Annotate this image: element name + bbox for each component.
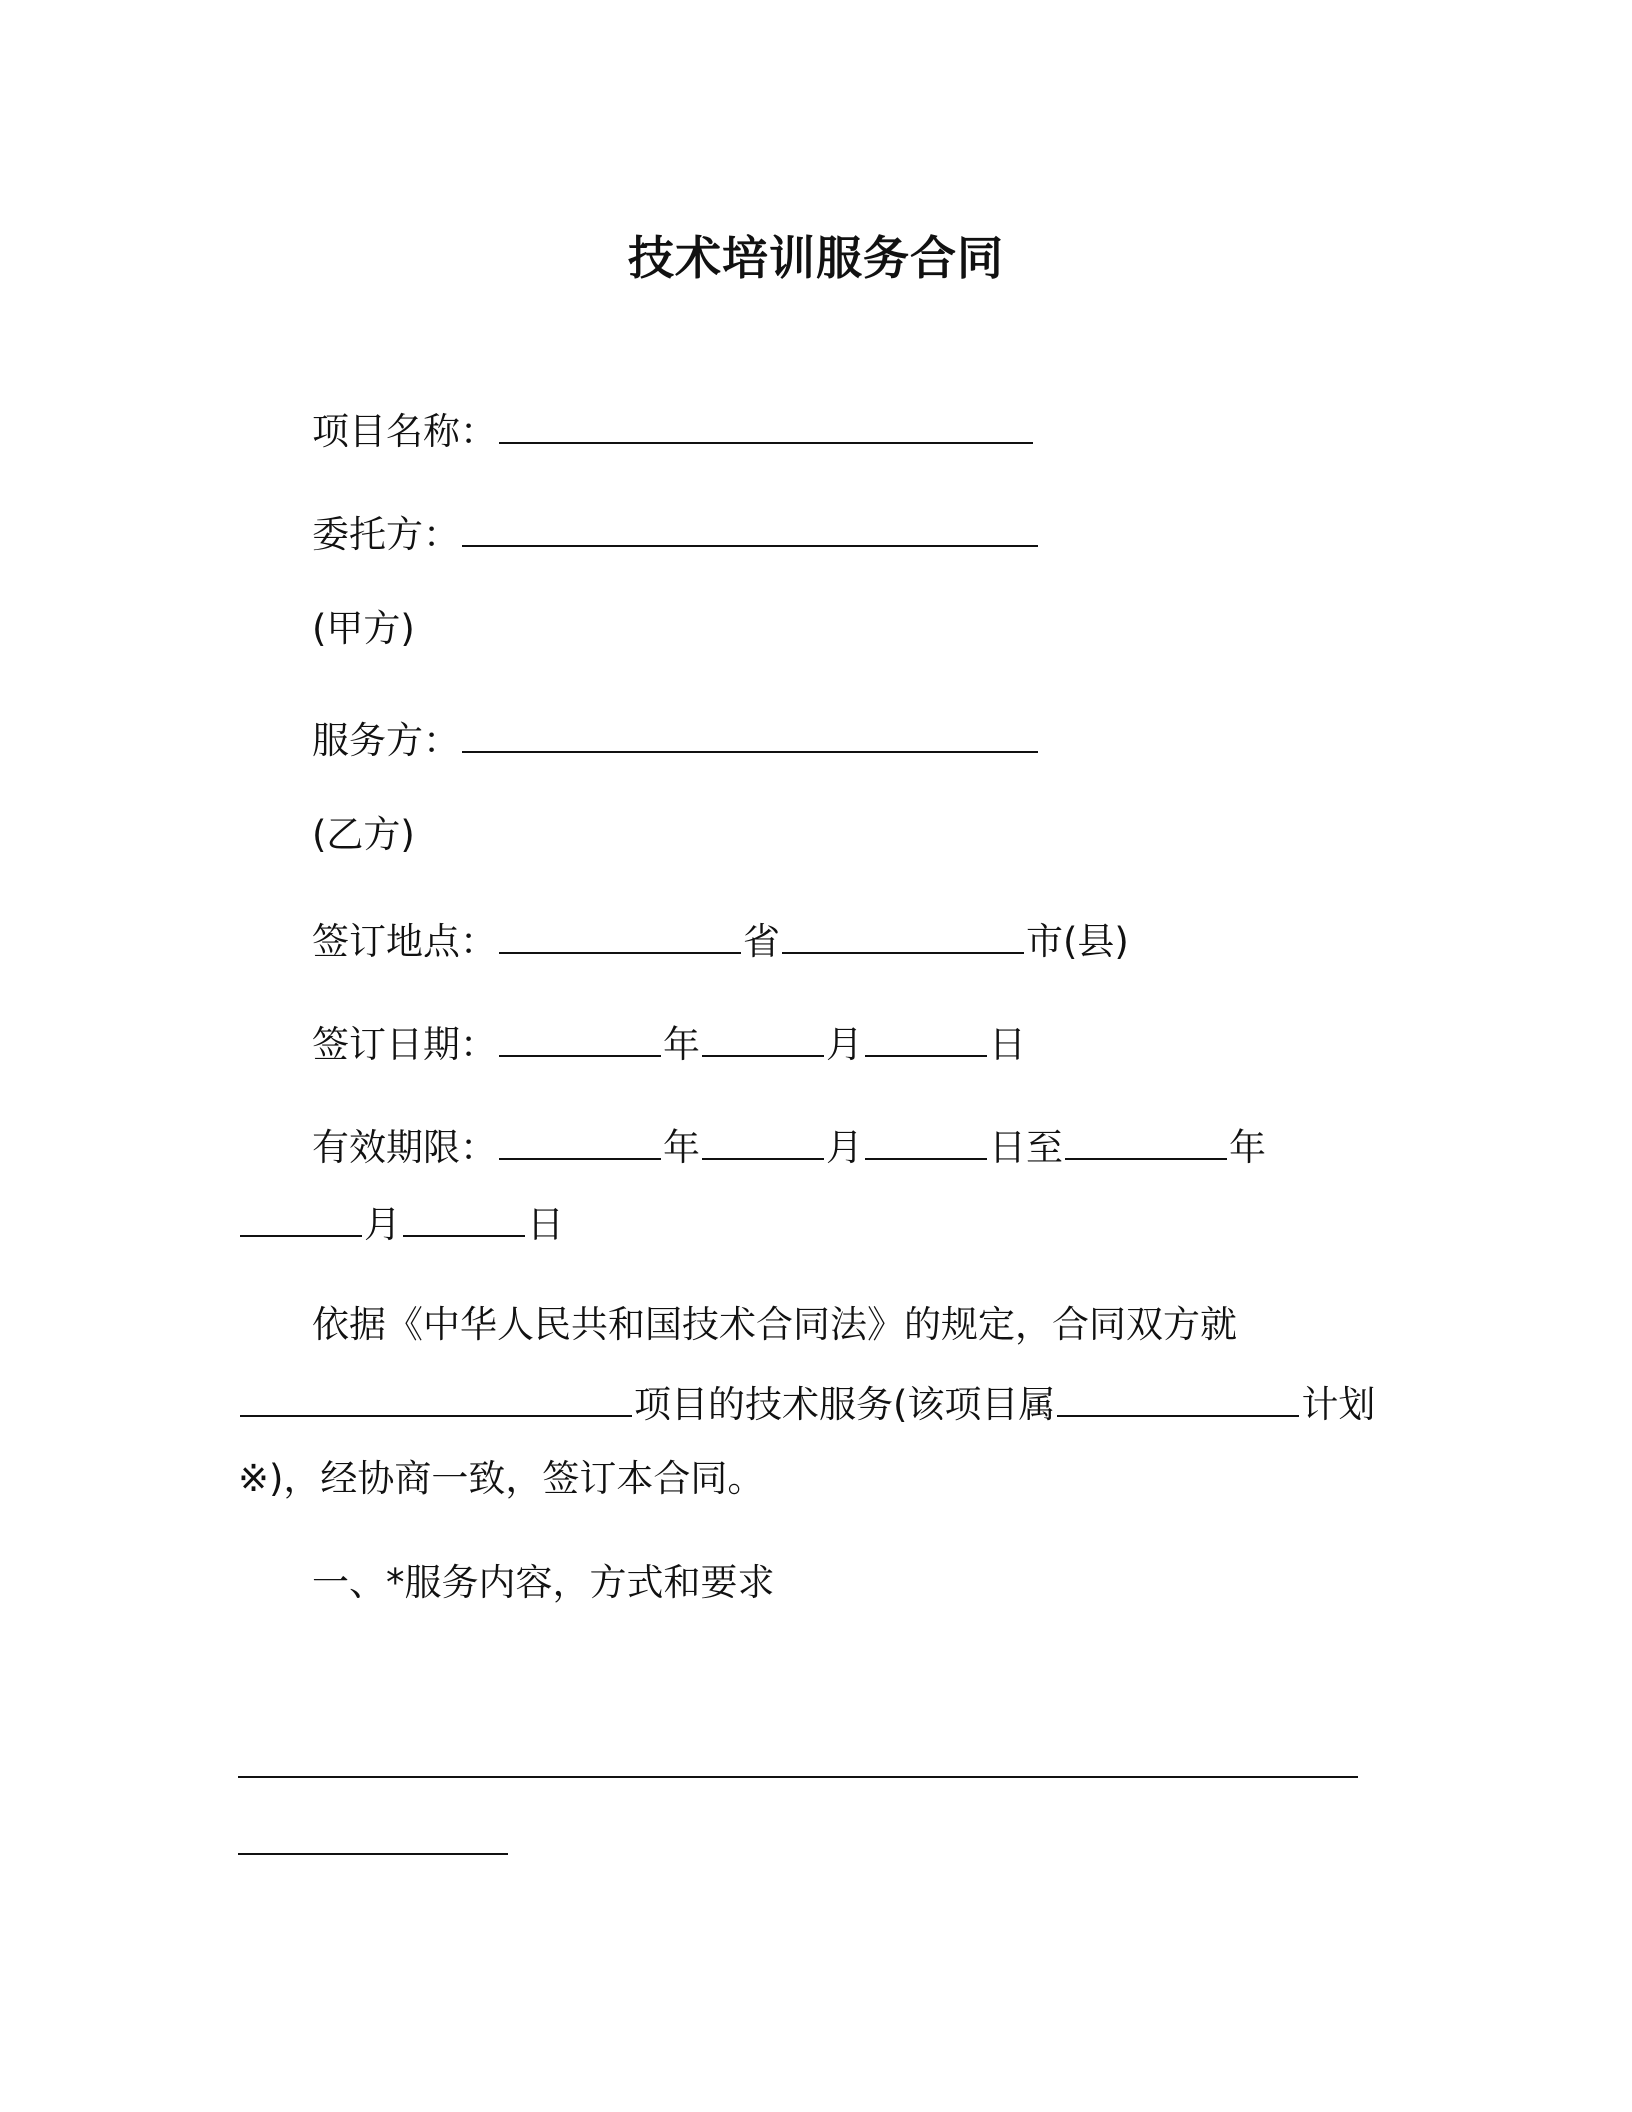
content-blank-1[interactable] bbox=[238, 1738, 1358, 1778]
client-label: 委托方： bbox=[312, 513, 460, 556]
year-label: 年 bbox=[1229, 1126, 1266, 1169]
client-line bbox=[312, 507, 1040, 560]
para1-line1: 依据《中华人民共和国技术合同法》的规定，合同双方就 bbox=[312, 1303, 1237, 1346]
province-label: 省 bbox=[743, 920, 780, 963]
para1-line3: ※)，经协商一致，签订本合同。 bbox=[238, 1457, 765, 1500]
day-to-label: 日至 bbox=[989, 1126, 1063, 1169]
sign-month-blank[interactable] bbox=[702, 1017, 824, 1057]
start-month-blank[interactable] bbox=[702, 1120, 824, 1160]
provider-line bbox=[312, 713, 1040, 766]
client-blank[interactable] bbox=[462, 507, 1038, 547]
project-blank[interactable] bbox=[240, 1377, 632, 1417]
city-label: 市(县) bbox=[1026, 920, 1129, 963]
para1-plan: 计划 bbox=[1301, 1383, 1376, 1426]
para1-line2 bbox=[238, 1377, 1375, 1430]
sign-date-label: 签订日期： bbox=[312, 1023, 497, 1066]
document-title: 技术培训服务合同 bbox=[628, 231, 1004, 285]
party-b-note: (乙方) bbox=[312, 813, 415, 856]
project-name-line bbox=[312, 404, 1035, 457]
validity-line bbox=[312, 1120, 1266, 1173]
sign-place-line bbox=[312, 914, 1129, 967]
sign-place-label: 签订地点： bbox=[312, 920, 497, 963]
sign-year-blank[interactable] bbox=[499, 1017, 661, 1057]
start-day-blank[interactable] bbox=[865, 1120, 987, 1160]
day-label: 日 bbox=[989, 1023, 1026, 1066]
day-label: 日 bbox=[527, 1203, 564, 1246]
city-blank[interactable] bbox=[782, 914, 1024, 954]
month-label: 月 bbox=[826, 1126, 863, 1169]
content-blank-2[interactable] bbox=[238, 1815, 508, 1855]
sign-day-blank[interactable] bbox=[865, 1017, 987, 1057]
party-a-note: (甲方) bbox=[312, 607, 415, 650]
province-blank[interactable] bbox=[499, 914, 741, 954]
provider-blank[interactable] bbox=[462, 713, 1038, 753]
end-year-blank[interactable] bbox=[1065, 1120, 1227, 1160]
end-month-blank[interactable] bbox=[240, 1197, 362, 1237]
sign-date-line bbox=[312, 1017, 1026, 1070]
validity-label: 有效期限： bbox=[312, 1126, 497, 1169]
plan-blank[interactable] bbox=[1057, 1377, 1299, 1417]
end-day-blank[interactable] bbox=[403, 1197, 525, 1237]
content-blank-line-1 bbox=[238, 1738, 1358, 1791]
month-label: 月 bbox=[364, 1203, 401, 1246]
para1-mid: 项目的技术服务(该项目属 bbox=[634, 1383, 1056, 1426]
project-name-label: 项目名称： bbox=[312, 410, 497, 453]
project-name-blank[interactable] bbox=[499, 404, 1033, 444]
month-label: 月 bbox=[826, 1023, 863, 1066]
year-label: 年 bbox=[663, 1126, 700, 1169]
start-year-blank[interactable] bbox=[499, 1120, 661, 1160]
year-label: 年 bbox=[663, 1023, 700, 1066]
content-blank-line-2 bbox=[238, 1815, 508, 1868]
provider-label: 服务方： bbox=[312, 719, 460, 762]
section-1-heading: 一、*服务内容，方式和要求 bbox=[312, 1561, 775, 1604]
validity-line-cont bbox=[238, 1197, 564, 1250]
